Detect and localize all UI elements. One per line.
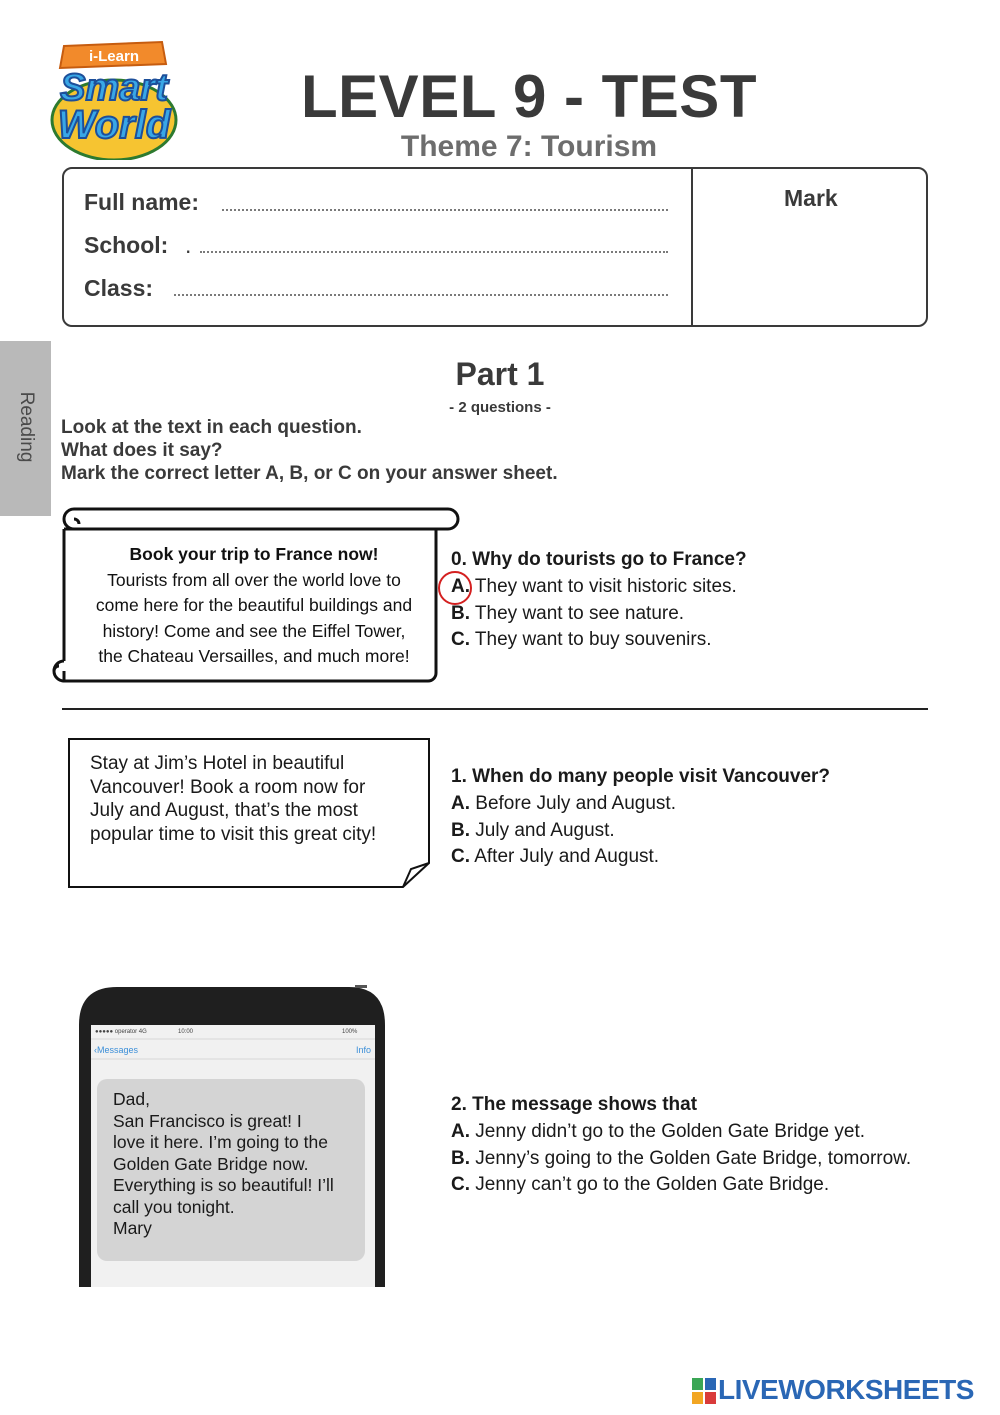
text0-line: come here for the beautiful buildings and — [95, 595, 413, 615]
question-0-stem: 0. Why do tourists go to France? — [451, 549, 747, 570]
mark-label: Mark — [784, 185, 838, 211]
sms-line: love it here. I’m going to the — [113, 1132, 328, 1152]
question-1 — [451, 764, 830, 871]
page-subtitle: Theme 7: Tourism — [400, 130, 658, 163]
option-text: Before July and August. — [470, 792, 676, 814]
text1-line: July and August, that’s the most — [90, 800, 358, 821]
option-letter: C. — [451, 1174, 470, 1196]
instruction-line: Look at the text in each question. — [61, 417, 362, 438]
sms-line: call you tonight. — [113, 1196, 235, 1217]
sms-line: Dad, — [113, 1089, 150, 1109]
school-label: School: — [84, 232, 169, 258]
question-1-option-b[interactable] — [451, 818, 830, 845]
text1-content — [90, 752, 420, 846]
question-0 — [451, 547, 747, 654]
phone-status-battery: 100% — [342, 1029, 358, 1035]
option-text: After July and August. — [470, 846, 660, 868]
question-2 — [451, 1092, 911, 1199]
side-tab-label: Reading — [16, 391, 37, 463]
instruction-line: What does it say? — [61, 440, 223, 461]
option-text: Jenny’s going to the Golden Gate Bridge, tomorrow. — [470, 1147, 912, 1169]
text1-line: Vancouver! Book a room now for — [90, 776, 366, 798]
info-divider — [691, 169, 693, 325]
option-letter: B. — [451, 602, 470, 624]
liveworksheets-logo-icon — [692, 1378, 716, 1404]
sms-line: San Francisco is great! I — [113, 1110, 302, 1131]
option-text: Jenny can’t go to the Golden Gate Bridge. — [470, 1174, 830, 1196]
question-2-option-a[interactable] — [451, 1119, 911, 1146]
part-title: Part 1 — [455, 356, 545, 392]
part-subtitle: - 2 questions - — [449, 399, 551, 416]
page-title: LEVEL 9 - TEST — [301, 63, 757, 130]
question-0-option-b[interactable] — [451, 601, 747, 628]
text1-line: popular time to visit this great city! — [90, 823, 377, 845]
question-1-option-c[interactable] — [451, 844, 830, 871]
option-letter: A. — [451, 1120, 470, 1142]
reading-side-tab — [0, 341, 51, 516]
text0-line: history! Come and see the Eiffel Tower, — [102, 620, 406, 641]
class-field[interactable] — [174, 294, 668, 296]
phone-status-carrier: ●●●●● operator 4G — [95, 1029, 147, 1035]
class-label: Class: — [84, 275, 154, 301]
phone-status-time: 10:00 — [178, 1029, 194, 1035]
text0-line: Tourists from all over the world love to — [107, 569, 401, 590]
logo-tagline: i-Learn — [88, 48, 140, 65]
option-letter: A. — [451, 575, 470, 597]
student-info-box — [62, 167, 928, 327]
text0-heading: Book your trip to France now! — [129, 544, 379, 564]
full-name-label: Full name: — [84, 189, 200, 215]
sms-line: Mary — [113, 1218, 152, 1238]
question-2-option-b[interactable] — [451, 1146, 911, 1173]
option-text: They want to see nature. — [470, 602, 685, 624]
footer-brand: LIVEWORKSHEETS — [718, 1374, 974, 1405]
question-0-option-c[interactable] — [451, 627, 747, 654]
text1-line: Stay at Jim’s Hotel in beautiful — [90, 753, 345, 774]
messages-back-link: ‹Messages — [94, 1045, 139, 1055]
option-text: Jenny didn’t go to the Golden Gate Bridge yet. — [470, 1120, 866, 1142]
option-letter: C. — [451, 846, 470, 868]
question-2-option-c[interactable] — [451, 1172, 911, 1199]
question-2-stem: 2. The message shows that — [451, 1094, 698, 1115]
text0-content — [76, 542, 432, 670]
option-letter: A. — [451, 792, 470, 814]
sms-line: Everything is so beautiful! I’ll — [113, 1175, 334, 1195]
option-letter: B. — [451, 819, 470, 841]
option-letter: B. — [451, 1147, 470, 1169]
messages-info-link: Info — [356, 1045, 372, 1055]
option-text: They want to buy souvenirs. — [470, 629, 712, 651]
option-letter: C. — [451, 629, 470, 651]
question-0-option-a[interactable] — [451, 574, 747, 601]
school-field[interactable] — [200, 251, 668, 253]
text0-line: the Chateau Versailles, and much more! — [98, 646, 410, 666]
smart-world-logo — [28, 28, 200, 160]
question-1-option-a[interactable] — [451, 791, 830, 818]
full-name-field[interactable] — [222, 209, 668, 211]
section-divider — [62, 708, 928, 710]
instruction-line: Mark the correct letter A, B, or C on your answer sheet. — [61, 463, 558, 484]
sms-line: Golden Gate Bridge now. — [113, 1153, 309, 1174]
logo-word-world: World — [57, 103, 171, 147]
question-1-stem: 1. When do many people visit Vancouver? — [451, 766, 831, 787]
sms-message — [113, 1089, 358, 1240]
answer-circle — [438, 571, 472, 605]
option-text: They want to visit historic sites. — [470, 575, 737, 597]
logo-word-smart: Smart — [60, 67, 168, 109]
school-mark: . — [185, 232, 192, 258]
option-text: July and August. — [470, 819, 615, 841]
